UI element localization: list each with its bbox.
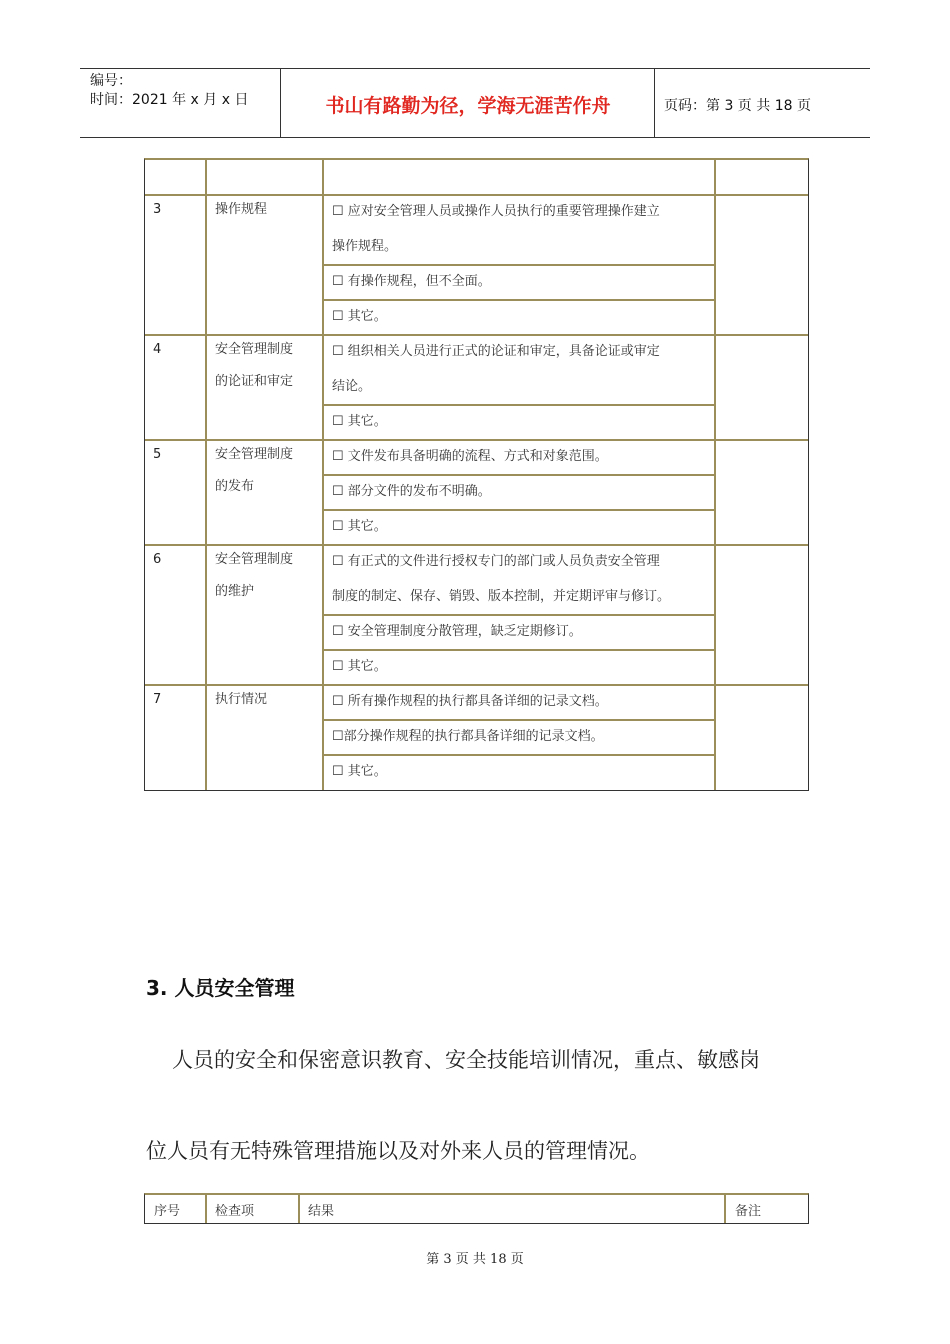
section-paragraph-line2: 位人员有无特殊管理措施以及对外来人员的管理情况。 xyxy=(146,1139,650,1163)
row-number: 6 xyxy=(153,552,162,567)
result-option: ☐ 其它。 xyxy=(332,519,387,534)
col-divider xyxy=(724,1195,726,1223)
header-page-info: 页码：第 3 页 共 18 页 xyxy=(664,98,811,114)
check-item: 执行情况 xyxy=(215,692,268,707)
check-item: 操作规程 xyxy=(215,202,268,217)
result-option-cont: 制度的制定、保存、销毁、版本控制，并定期评审与修订。 xyxy=(332,589,671,604)
serial-label: 编号： xyxy=(90,73,132,89)
result-option: ☐ 其它。 xyxy=(332,764,387,779)
result-option: ☐ 有正式的文件进行授权专门的部门或人员负责安全管理 xyxy=(332,554,660,569)
result-option: ☐ 其它。 xyxy=(332,309,387,324)
result-option-cont: 结论。 xyxy=(332,379,372,394)
page-footer: 第 3 页 共 18 页 xyxy=(426,1252,524,1267)
header-meta xyxy=(90,72,248,110)
page-header xyxy=(80,68,870,138)
header-divider xyxy=(654,69,655,137)
col-divider xyxy=(205,160,207,790)
header-note: 备注 xyxy=(735,1204,762,1219)
result-option: ☐ 其它。 xyxy=(332,659,387,674)
check-item: 安全管理制度 的论证和审定 xyxy=(215,342,294,389)
result-option: ☐ 安全管理制度分散管理，缺乏定期修订。 xyxy=(332,624,582,639)
check-item: 安全管理制度 的维护 xyxy=(215,552,294,599)
header-motto: 书山有路勤为径，学海无涯苦作舟 xyxy=(325,95,611,117)
result-option: ☐ 有操作规程，但不全面。 xyxy=(332,274,491,289)
col-divider xyxy=(205,1195,207,1223)
result-option: ☐ 所有操作规程的执行都具备详细的记录文档。 xyxy=(332,694,608,709)
row-number: 4 xyxy=(153,342,162,357)
result-option: ☐ 文件发布具备明确的流程、方式和对象范围。 xyxy=(332,449,608,464)
section-paragraph-line1: 人员的安全和保密意识教育、安全技能培训情况，重点、敏感岗 xyxy=(172,1048,760,1072)
result-option: ☐ 部分文件的发布不明确。 xyxy=(332,484,491,499)
row-number: 7 xyxy=(153,692,162,707)
result-option: ☐ 其它。 xyxy=(332,414,387,429)
check-item: 安全管理制度 的发布 xyxy=(215,447,294,494)
section-title: 3. 人员安全管理 xyxy=(146,976,295,1000)
header-item: 检查项 xyxy=(215,1204,255,1219)
row-number: 5 xyxy=(153,447,162,462)
personnel-check-table xyxy=(144,1193,809,1224)
header-result: 结果 xyxy=(308,1204,335,1219)
result-option: ☐部分操作规程的执行都具备详细的记录文档。 xyxy=(332,729,604,744)
header-no: 序号 xyxy=(154,1204,181,1219)
result-option: ☐ 应对安全管理人员或操作人员执行的重要管理操作建立 xyxy=(332,204,660,219)
header-divider xyxy=(280,69,281,137)
time-label: 时间：2021 年 x 月 x 日 xyxy=(90,92,249,108)
check-table xyxy=(144,158,809,791)
col-divider xyxy=(298,1195,300,1223)
row-number: 3 xyxy=(153,202,162,217)
result-option: ☐ 组织相关人员进行正式的论证和审定，具备论证或审定 xyxy=(332,344,660,359)
result-option-cont: 操作规程。 xyxy=(332,239,398,254)
